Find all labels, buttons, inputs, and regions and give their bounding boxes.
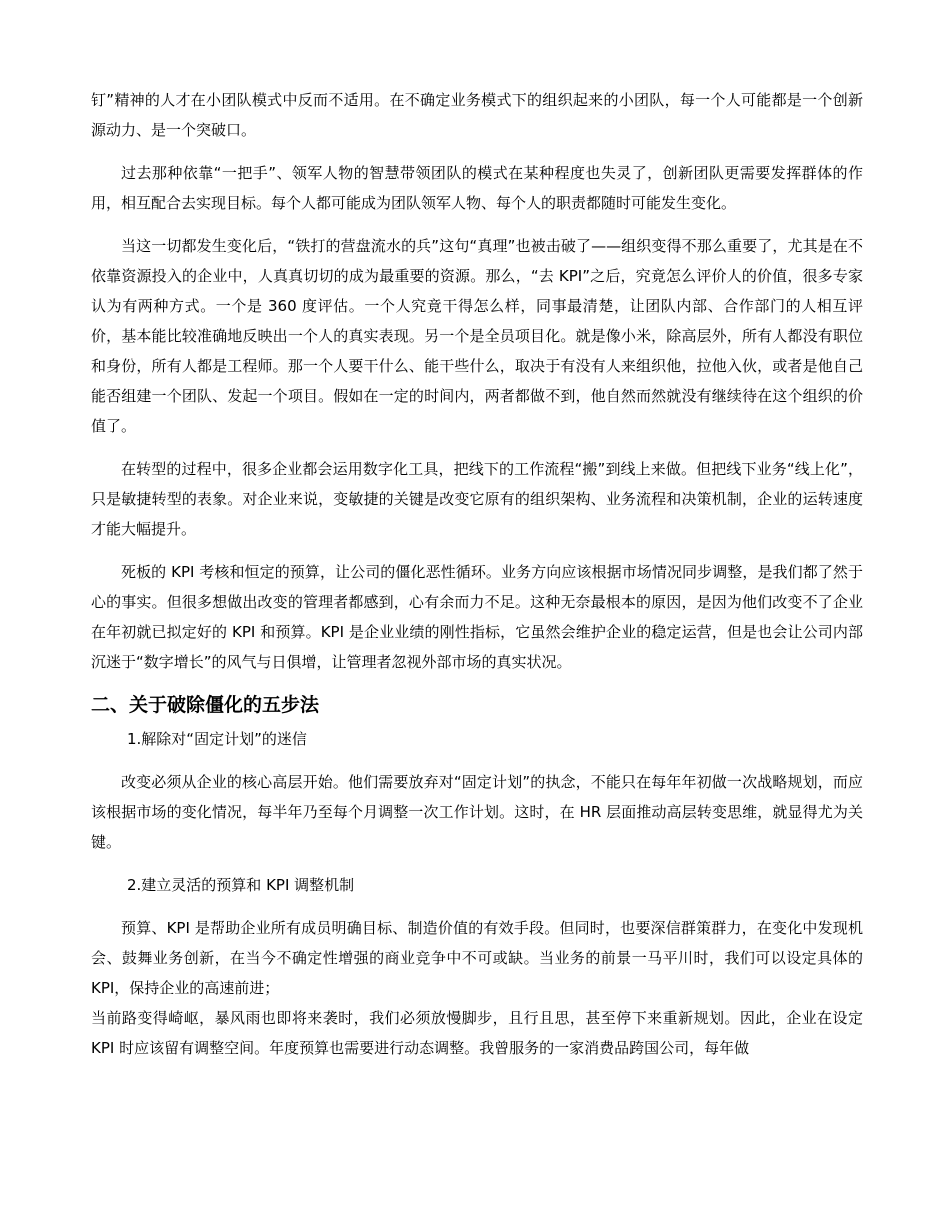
step2-paragraph-2: 当前路变得崎岖，暴风雨也即将来袭时，我们必须放慢脚步，且行且思，甚至停下来重新规划。因此，企业在设定 KPI 时应该留有调整空间。年度预算也需要进行动态调整。我曾服务的一家消费品跨国公司，每年做	[91, 1009, 863, 1057]
paragraph-1: 钉”精神的人才在小团队模式中反而不适用。在不确定业务模式下的组织起来的小团队，每一个人可能都是一个创新源动力、是一个突破口。	[91, 91, 863, 139]
paragraph-5: 死板的 KPI 考核和恒定的预算，让公司的僵化恶性循环。业务方向应该根据市场情况同步调整，是我们都了然于心的事实。但很多想做出改变的管理者都感到，心有余而力不足。这种无奈最根本的原因，是因为他们改变不了企业在年初就已拟定好的 KPI 和预算。KPI 是企业业绩的刚性指标，它虽然会维护企业的稳定运营，但是也会让公司内部沉迷于“数字增长”的风气与日俱增，让管理者忽视外部市场的真实状况。	[91, 563, 863, 671]
section-heading: 二、关于破除僵化的五步法	[91, 694, 320, 716]
paragraph-4: 在转型的过程中，很多企业都会运用数字化工具，把线下的工作流程“搬”到线上来做。但把线下业务“线上化”，只是敏捷转型的表象。对企业来说，变敏捷的关键是改变它原有的组织架构、业务流程和决策机制，企业的运转速度才能大幅提升。	[91, 460, 863, 538]
step1-paragraph: 改变必须从企业的核心高层开始。他们需要放弃对“固定计划”的执念，不能只在每年年初做一次战略规划，而应该根据市场的变化情况，每半年乃至每个月调整一次工作计划。这时，在 HR 层面推动高层转变思维，就显得尤为关键。	[91, 773, 863, 851]
step2-title: 2.建立灵活的预算和 KPI 调整机制	[127, 876, 355, 894]
step1-title: 1.解除对“固定计划”的迷信	[127, 730, 307, 748]
paragraph-2: 过去那种依靠“一把手”、领军人物的智慧带领团队的模式在某种程度也失灵了，创新团队更需要发挥群体的作用，相互配合去实现目标。每个人都可能成为团队领军人物、每个人的职责都随时可能发生变化。	[91, 164, 863, 212]
step2-paragraph-1: 预算、KPI 是帮助企业所有成员明确目标、制造价值的有效手段。但同时，也要深信群策群力，在变化中发现机会、鼓舞业务创新，在当今不确定性增强的商业竞争中不可或缺。当业务的前景一马平川时，我们可以设定具体的 KPI，保持企业的高速前进；	[91, 919, 863, 997]
document-page	[91, 85, 863, 1076]
paragraph-3: 当这一切都发生变化后，“铁打的营盘流水的兵”这句“真理”也被击破了——组织变得不那么重要了，尤其是在不依靠资源投入的企业中，人真真切切的成为最重要的资源。那么，“去 KPI”之后，究竟怎么评价人的价值，很多专家认为有两种方式。一个是 360 度评估。一个人究竟干得怎么样，同事最清楚，让团队内部、合作部门的人相互评价，基本能比较准确地反映出一个人的真实表现。另一个是全员项目化。就是像小米，除高层外，所有人都没有职位和身份，所有人都是工程师。那一个人要干什么、能干些什么，取决于有没有人来组织他，拉他入伙，或者是他自己能否组建一个团队、发起一个项目。假如在一定的时间内，两者都做不到，他自然而然就没有继续待在这个组织的价值了。	[91, 237, 863, 435]
